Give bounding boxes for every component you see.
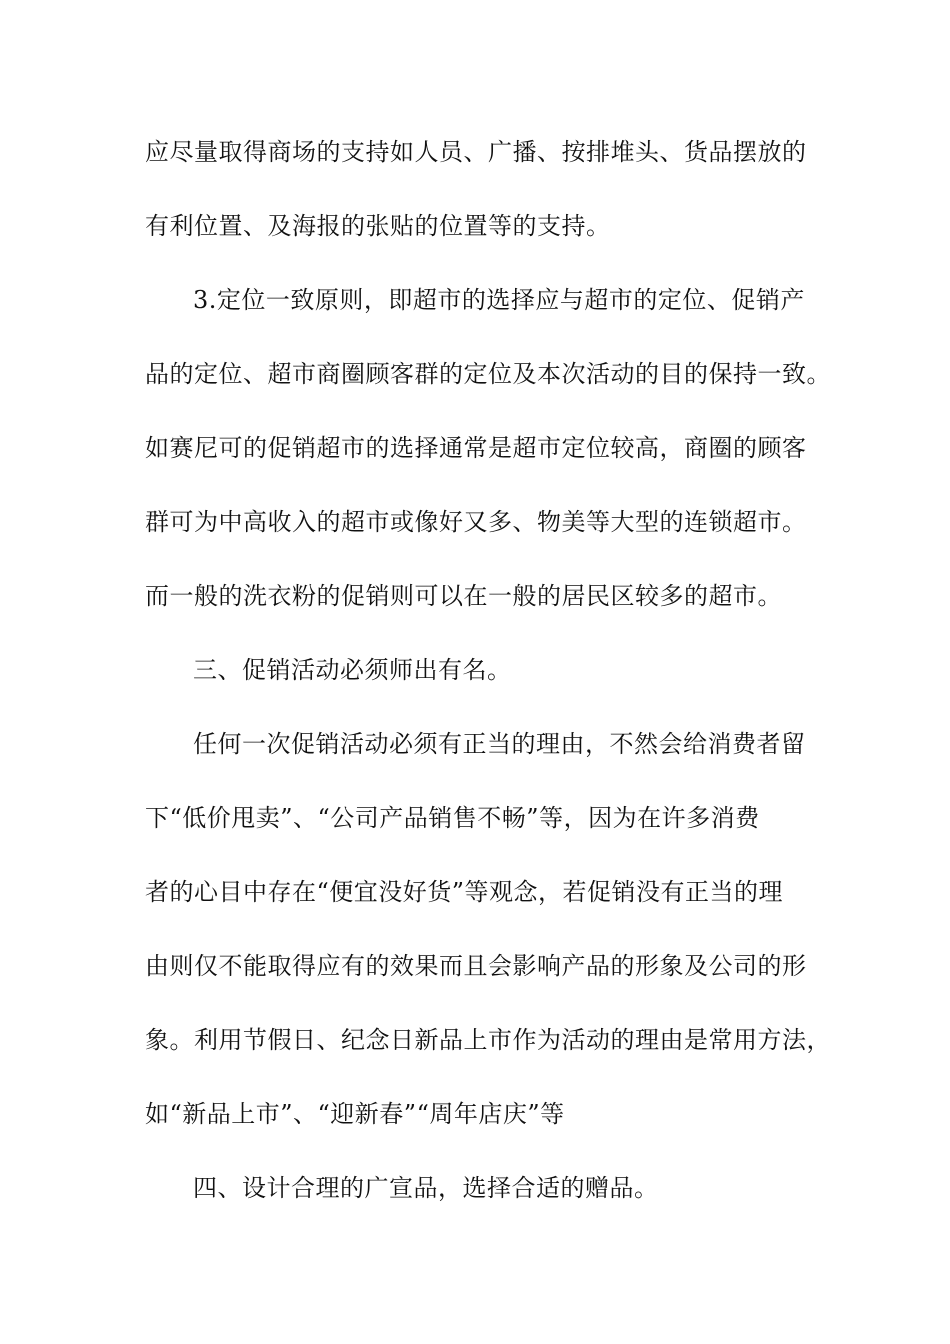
text-line: 如赛尼可的促销超市的选择通常是超市定位较高，商圈的顾客 (145, 434, 807, 462)
paragraph-start-line: 3.定位一致原则，即超市的选择应与超市的定位、促销产 (193, 286, 805, 314)
section-heading: 四、设计合理的广宣品，选择合适的赠品。 (193, 1174, 659, 1202)
section-heading: 三、促销活动必须师出有名。 (193, 656, 512, 684)
text-line: 由则仅不能取得应有的效果而且会影响产品的形象及公司的形 (145, 952, 807, 980)
text-line: 而一般的洗衣粉的促销则可以在一般的居民区较多的超市。 (145, 582, 782, 610)
text-line: 下“低价甩卖”、“公司产品销售不畅”等，因为在许多消费 (145, 804, 760, 832)
text-line: 如“新品上市”、“迎新春”“周年店庆”等 (145, 1100, 565, 1128)
text-line: 者的心目中存在“便宜没好货”等观念，若促销没有正当的理 (145, 878, 784, 906)
text-line: 象。利用节假日、纪念日新品上市作为活动的理由是常用方法， (145, 1026, 831, 1054)
text-line: 应尽量取得商场的支持如人员、广播、按排堆头、货品摆放的 (145, 138, 807, 166)
text-line: 群可为中高收入的超市或像好又多、物美等大型的连锁超市。 (145, 508, 807, 536)
text-line: 有利位置、及海报的张贴的位置等的支持。 (145, 212, 611, 240)
text-line: 品的定位、超市商圈顾客群的定位及本次活动的目的保持一致。 (145, 360, 831, 388)
paragraph-start-line: 任何一次促销活动必须有正当的理由，不然会给消费者留 (193, 730, 806, 758)
